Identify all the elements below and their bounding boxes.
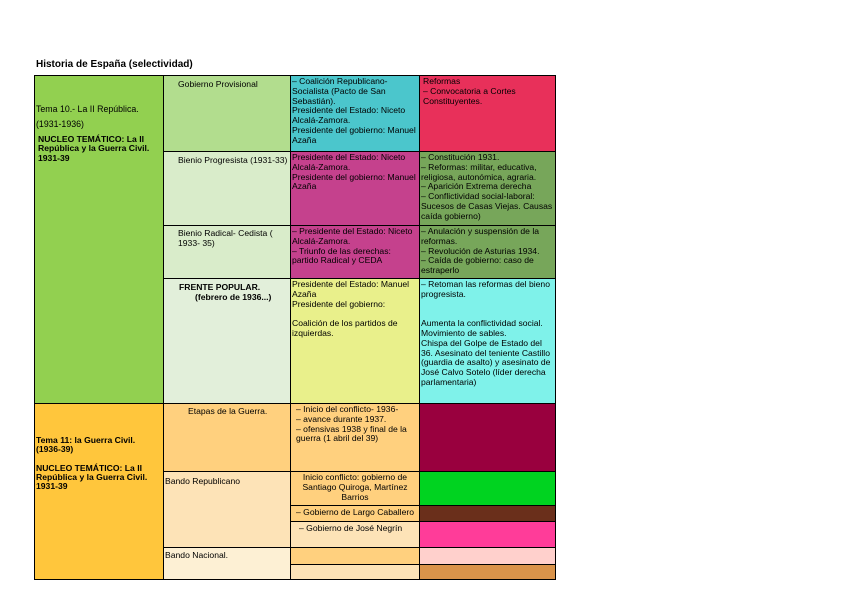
gov-line: – Gobierno de Largo Caballero (296, 507, 415, 517)
people-line: Presidente del Estado: Niceto Alcalá-Zamora. (292, 105, 406, 126)
color-block-light-pink (419, 547, 556, 565)
items-etapas (290, 403, 420, 472)
color-block-tan (419, 564, 556, 580)
people-line: – Coalición Republicano-Socialista (Pacto de San Sebastián). (292, 76, 388, 106)
events-line: – Anulación y suspensión de la reformas. (421, 226, 540, 246)
people-line: – Presidente del Estado: Niceto Alcalá-Zamora. (292, 226, 413, 246)
stage-bienio-progresista (163, 151, 291, 226)
document-title: Historia de España (selectividad) (36, 59, 193, 70)
stage-label: Bando Republicano (165, 476, 241, 486)
people-bienio-progresista (290, 151, 420, 226)
events-line: Reformas (423, 76, 461, 86)
people-gobierno-provisional (290, 75, 420, 152)
events-line: Movimiento de sables. (421, 327, 507, 338)
people-bienio-radical (290, 225, 420, 279)
topic11-nucleo: NUCLEO TEMÁTICO: La II República y la Guerra Civil. 1931-39 (36, 462, 148, 492)
people-line: Presidente del gobierno: (292, 298, 386, 309)
people-line: Presidente del gobierno: Manuel Azaña (292, 171, 416, 192)
topic10-title: Tema 10.- La II República. (36, 104, 139, 114)
color-block-crimson (419, 403, 556, 472)
events-line: – Caída de gobierno: caso de estraperlo (421, 255, 534, 276)
events-line: – Aparición Extrema derecha (421, 181, 532, 192)
stage-label: Bienio Radical- Cedista ( 1933- 35) (178, 228, 273, 248)
gov-line: Inicio conflicto: gobierno de Santiago Quiroga, Martínez Barrios (302, 472, 408, 502)
people-line: Presidente del gobierno: Manuel Azaña (292, 124, 416, 145)
gov-largo-caballero (290, 505, 420, 522)
stage-bienio-radical (163, 225, 291, 279)
events-line: – Revolución de Asturias 1934. (421, 245, 540, 256)
people-line: Presidente del Estado: Niceto Alcalá-Zamora. (292, 152, 406, 172)
events-frente-popular (419, 278, 556, 404)
stage-label: Gobierno Provisional (178, 79, 258, 89)
events-bienio-progresista (419, 151, 556, 226)
events-line (421, 300, 554, 310)
stage-bando-republicano (163, 471, 291, 548)
events-bienio-radical (419, 225, 556, 279)
stage-label-line2: (febrero de 1936...) (195, 291, 272, 302)
color-block-pink (419, 521, 556, 548)
stage-etapas (163, 403, 291, 472)
gov-line: – Gobierno de José Negrín (299, 523, 403, 533)
stage-frente-popular (163, 278, 291, 404)
people-frente-popular (290, 278, 420, 404)
history-table (34, 75, 556, 580)
people-line: Presidente del Estado: Manuel Azaña (292, 279, 410, 299)
stage-label: Etapas de la Guerra. (188, 406, 268, 416)
events-line: – Retoman las reformas del bieno progresista. (421, 279, 550, 299)
etapa-line: – avance durante 1937. (296, 413, 387, 424)
people-line: – Triunfo de las derechas: partido Radical y CEDA (292, 245, 391, 266)
stage-bando-nacional (163, 547, 291, 580)
people-line: Coalición de los partidos de izquierdas. (292, 318, 398, 338)
stage-label: Bienio Progresista (1931-33) (178, 155, 288, 165)
events-line: Chispa del Golpe de Estado del 36. Asesinato del teniente Castillo (guardia de asalto) y asesinato de José Calvo Sotelo (líder derecha parlamentaria) (421, 337, 551, 387)
events-line: – Conflictividad social-laboral: Sucesos de Casas Viejas. Causas caída gobierno) (421, 191, 553, 221)
events-line: Aumenta la conflictividad social. (421, 318, 543, 329)
nacional-cell-1 (290, 547, 420, 565)
etapa-line: – ofensivas 1938 y final de la guerra (1 abril del 39) (296, 423, 407, 444)
stage-gobierno-provisional (163, 75, 291, 152)
stage-label: Bando Nacional. (165, 550, 229, 560)
topic10-cell (34, 75, 164, 404)
color-block-bright-green (419, 471, 556, 506)
topic11-title: Tema 11: la Guerra Civil. (1936-39) (36, 435, 136, 455)
events-line: – Reformas: militar, educativa, religiosa, autonómica, agraria. (421, 161, 537, 182)
topic10-nucleo: NUCLEO TEMÁTICO: La II República y la Guerra Civil. 1931-39 (38, 134, 150, 163)
etapa-line: – Inicio del conflicto- 1936- (296, 404, 399, 414)
topic10-dates: (1931-1936) (36, 119, 84, 130)
gov-quiroga (290, 471, 420, 506)
topic11-cell (34, 403, 164, 580)
color-block-brown (419, 505, 556, 522)
nacional-cell-2 (290, 564, 420, 580)
stage-label-line1: FRENTE POPULAR. (179, 282, 261, 292)
gov-negrin (290, 521, 420, 548)
events-gobierno-provisional (419, 75, 556, 152)
events-line: – Convocatoria a Cortes Constituyentes. (423, 85, 516, 106)
events-line: – Constitución 1931. (421, 152, 500, 162)
